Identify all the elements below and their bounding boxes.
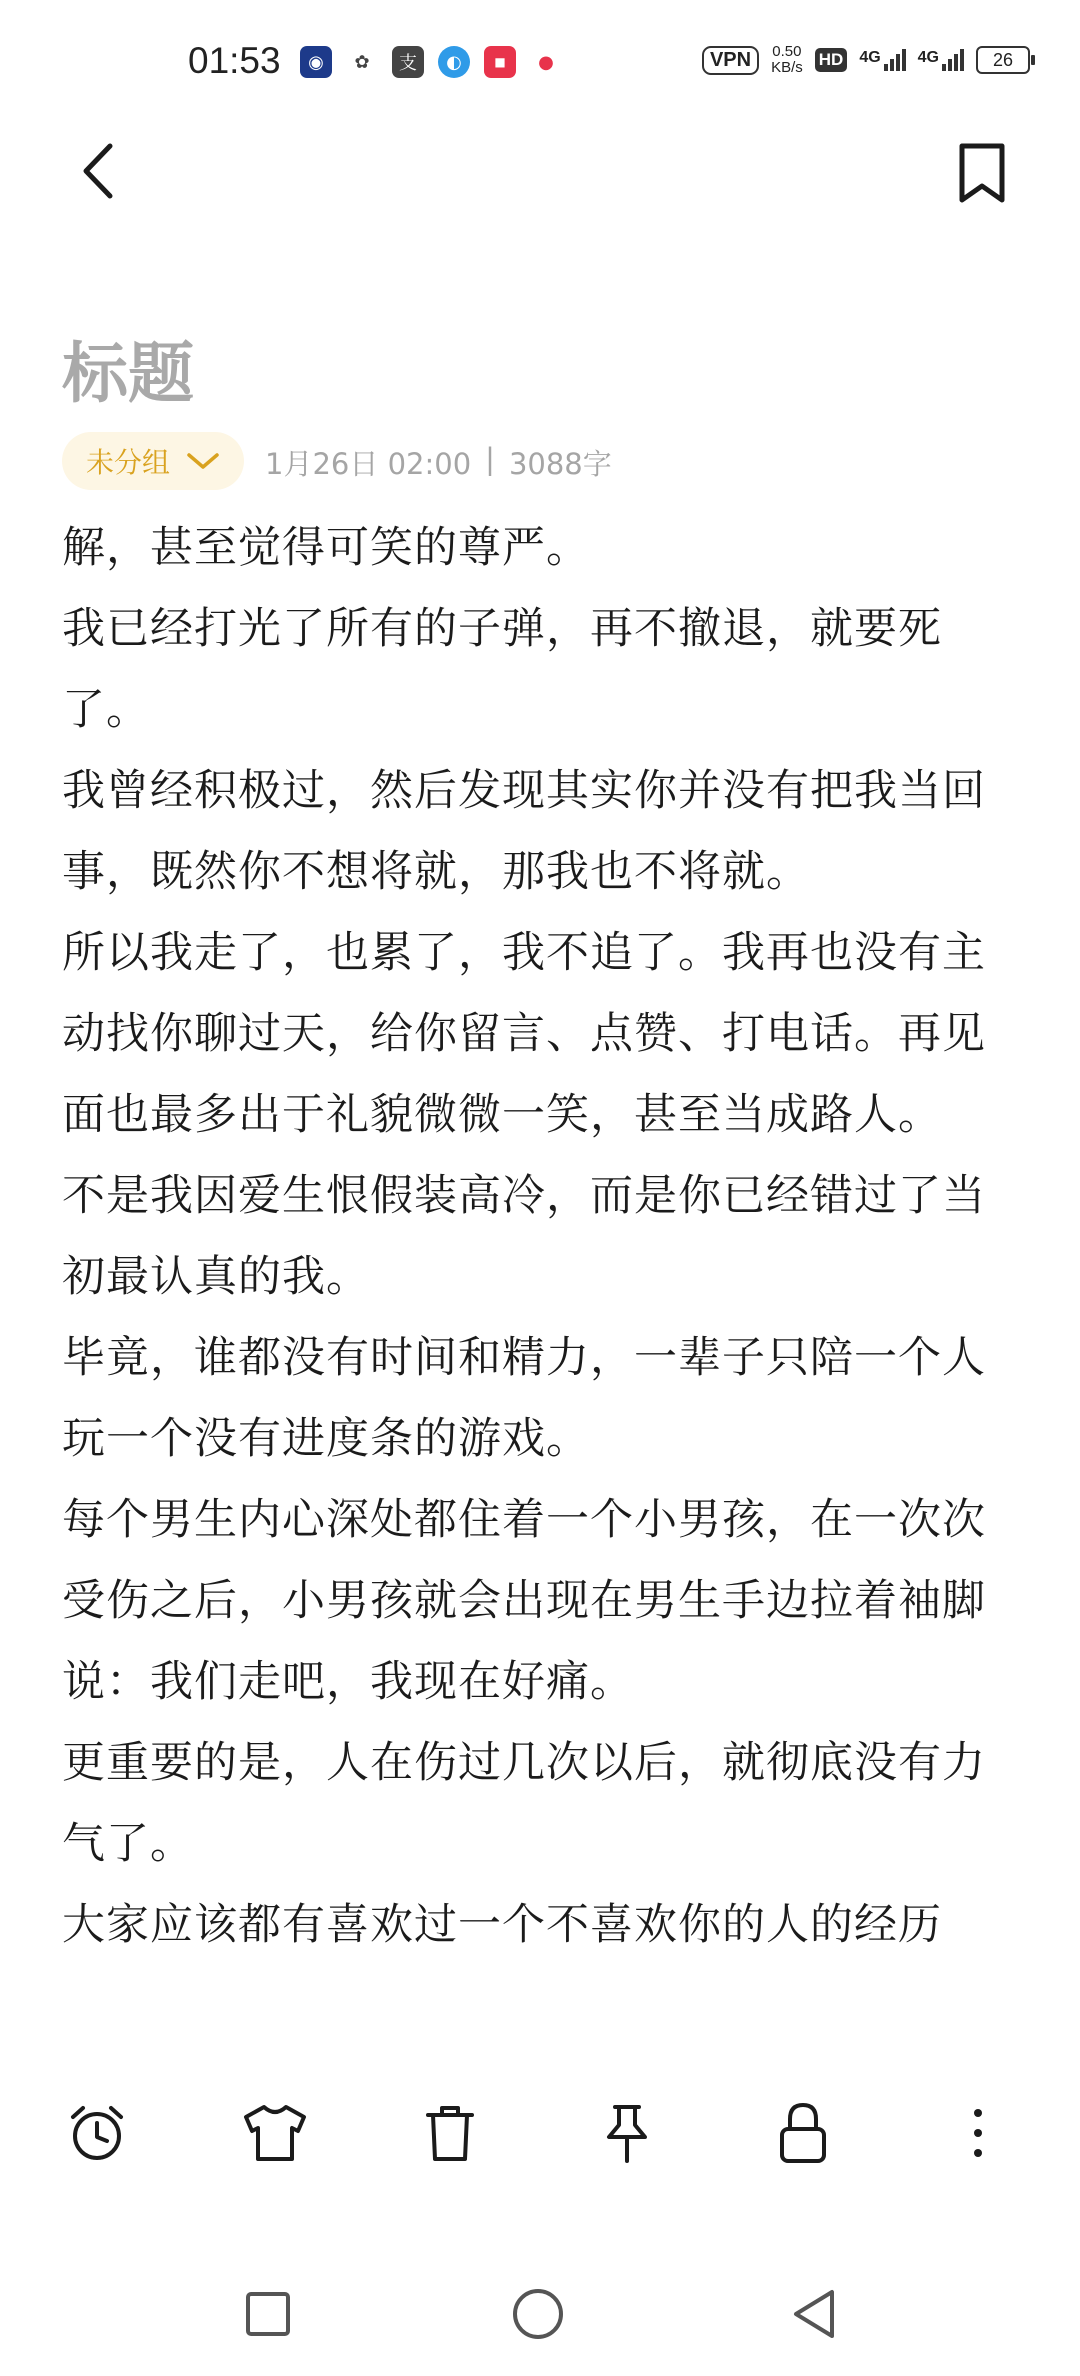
pin-icon: [597, 2101, 657, 2165]
chevron-down-icon: [186, 451, 220, 471]
note-date: 1月26日 02:00: [265, 447, 472, 481]
battery-icon: [976, 46, 1030, 74]
back-arrow-icon: [70, 138, 130, 204]
status-indicators: [702, 44, 1030, 76]
note-meta: [265, 442, 612, 483]
skin-button[interactable]: [240, 2098, 310, 2168]
note-paragraph: 所以我走了，也累了，我不追了。我再也没有主动找你聊过天，给你留言、点赞、打电话。再见面也最多出于礼貌微微一笑，甚至当成路人。: [62, 928, 986, 1140]
note-paragraph: 大家应该都有喜欢过一个不喜欢你的人的经历: [62, 1900, 942, 1950]
more-icon: [968, 2101, 988, 2165]
nav-back-button[interactable]: [784, 2282, 848, 2346]
delete-button[interactable]: [415, 2098, 485, 2168]
alipay-icon: 支: [392, 46, 424, 78]
alarm-icon: [65, 2101, 129, 2165]
note-paragraph: 毕竟，谁都没有时间和精力，一辈子只陪一个人玩一个没有进度条的游戏。: [62, 1333, 986, 1464]
note-paragraph: 每个男生内心深处都住着一个小男孩，在一次次受伤之后，小男孩就会出现在男生手边拉着袖脚说：我们走吧，我现在好痛。: [62, 1495, 986, 1707]
shirt-icon: [240, 2101, 310, 2165]
circle-icon: [510, 2286, 566, 2342]
note-body[interactable]: [62, 508, 1028, 2048]
hd-badge: HD: [815, 48, 848, 72]
group-label: 未分组: [86, 446, 171, 479]
triangle-back-icon: [788, 2286, 844, 2342]
vpn-badge: VPN: [702, 46, 759, 75]
sim2-label: 4G: [917, 49, 939, 66]
trash-icon: [420, 2101, 480, 2165]
meta-separator: |: [485, 442, 495, 476]
battery-level: 26: [992, 49, 1014, 70]
lock-button[interactable]: [768, 2098, 838, 2168]
sim1-label: 4G: [859, 49, 881, 66]
group-selector[interactable]: [62, 432, 244, 490]
signal-sim2: [918, 49, 964, 71]
browser-icon: ◐: [438, 46, 470, 78]
note-paragraph: 不是我因爱生恨假装高冷，而是你已经错过了当初最认真的我。: [62, 1171, 986, 1302]
recent-apps-button[interactable]: [236, 2282, 300, 2346]
word-count: 3088字: [508, 447, 612, 481]
note-paragraph: 我曾经积极过，然后发现其实你并没有把我当回事，既然你不想将就，那我也不将就。: [62, 766, 986, 897]
status-time: 01:53: [188, 40, 281, 81]
bird-app-icon: ✿: [346, 46, 378, 78]
more-button[interactable]: [943, 2098, 1013, 2168]
assistant-app-icon: ◉: [300, 46, 332, 78]
note-title-placeholder[interactable]: 标题: [62, 335, 194, 412]
back-button[interactable]: [70, 138, 130, 204]
speed-unit: KB/s: [771, 59, 803, 76]
home-button[interactable]: [506, 2282, 570, 2346]
pin-button[interactable]: [592, 2098, 662, 2168]
signal-bars-icon: [884, 49, 906, 71]
music-app-icon: ●: [530, 46, 562, 78]
signal-sim1: [859, 49, 905, 71]
lock-icon: [773, 2099, 833, 2167]
system-nav-bar: [0, 2260, 1080, 2376]
speed-value: 0.50: [772, 43, 802, 60]
shopping-app-icon: ■: [484, 46, 516, 78]
note-paragraph: 更重要的是，人在伤过几次以后，就彻底没有力气了。: [62, 1738, 986, 1869]
reminder-button[interactable]: [62, 2098, 132, 2168]
signal-bars-icon: [942, 49, 964, 71]
notification-icons: [300, 46, 562, 78]
square-icon: [243, 2289, 293, 2339]
bookmark-button[interactable]: [950, 138, 1014, 208]
note-paragraph: 解，甚至觉得可笑的尊严。: [62, 523, 590, 573]
status-bar: [0, 0, 1080, 130]
network-speed: [771, 44, 803, 76]
bookmark-icon: [950, 138, 1014, 208]
note-paragraph: 我已经打光了所有的子弹，再不撤退，就要死了。: [62, 604, 942, 735]
edit-toolbar: [0, 2060, 1080, 2200]
